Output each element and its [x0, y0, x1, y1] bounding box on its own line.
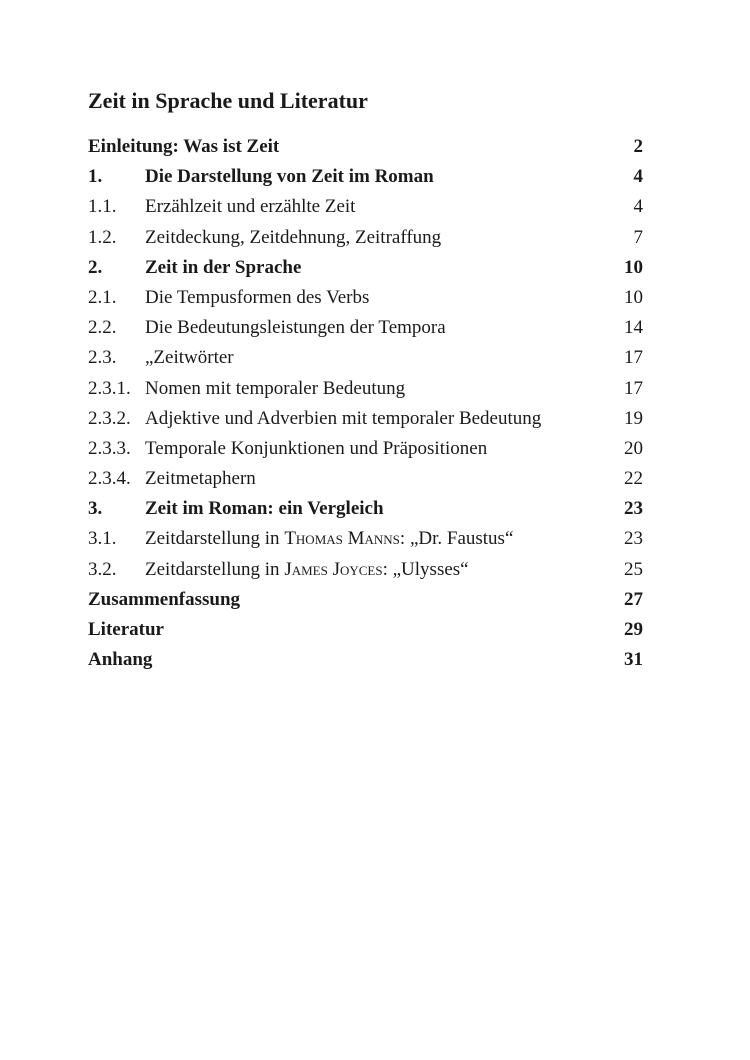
toc-entry-label: Literatur: [88, 619, 164, 640]
toc-entry-page: 7: [633, 226, 643, 248]
toc-entry-page: 17: [624, 377, 643, 399]
toc-entry-3-2: [88, 555, 643, 585]
toc-entry-2-3-4: [88, 464, 643, 494]
toc-entry-number: 1.1.: [88, 196, 117, 218]
toc-label-prefix: Zeitdarstellung in: [145, 558, 285, 580]
toc-entry-label: Einleitung: Was ist Zeit: [88, 136, 280, 157]
toc-entry-label: Zeitdeckung, Zeitdehnung, Zeitraffung: [145, 226, 442, 248]
toc-entry-number: 2.3.1.: [88, 377, 131, 399]
toc-entry-label: Zeitmetaphern: [145, 468, 256, 490]
toc-entry-label: [145, 555, 469, 585]
toc-entry-label: Erzählzeit und erzählte Zeit: [145, 196, 356, 218]
toc-entry-page: 19: [624, 407, 643, 429]
toc-entry-anhang: [88, 645, 643, 675]
toc-entry-number: 2.: [88, 256, 103, 278]
toc-entry-page: 27: [624, 588, 643, 610]
table-of-contents: [88, 132, 643, 675]
toc-entry-2-1: [88, 283, 643, 313]
toc-entry-3: [88, 494, 643, 524]
toc-entry-label: Nomen mit temporaler Bedeutung: [145, 377, 406, 399]
toc-entry-2-3-2: [88, 404, 643, 434]
toc-entry-number: 3.2.: [88, 558, 117, 580]
toc-entry-number: 1.2.: [88, 226, 117, 248]
toc-entry-label: Die Darstellung von Zeit im Roman: [145, 166, 434, 188]
toc-entry-number: 2.2.: [88, 317, 117, 339]
toc-entry-number: 3.: [88, 498, 103, 520]
toc-entry-page: 17: [624, 347, 643, 369]
toc-label-prefix: Zeitdarstellung in: [145, 528, 285, 550]
toc-entry-2-3-3: [88, 434, 643, 464]
toc-entry-label: Anhang: [88, 649, 153, 671]
toc-entry-page: 10: [624, 256, 643, 278]
author-name: James Joyces: [284, 558, 383, 580]
toc-label-suffix: : „Dr. Faustus“: [399, 528, 514, 550]
toc-entry-number: 2.1.: [88, 286, 117, 308]
toc-entry-label: Adjektive und Adverbien mit temporaler Bedeutung: [145, 407, 542, 429]
toc-entry-label: Die Bedeutungsleistungen der Tempora: [145, 317, 446, 339]
toc-entry-page: 20: [624, 437, 643, 459]
toc-label-suffix: : „Ulysses“: [382, 558, 469, 580]
toc-entry-number: 2.3.3.: [88, 437, 131, 459]
toc-entry-page: 29: [624, 619, 643, 640]
toc-entry-1-2: [88, 223, 643, 253]
toc-entry-label: Zeit in der Sprache: [145, 256, 302, 278]
toc-entry-2-3: [88, 343, 643, 373]
toc-entry-page: 31: [624, 649, 643, 671]
toc-entry-label: „Zeitwörter: [145, 347, 234, 369]
toc-entry-page: 23: [624, 528, 643, 550]
toc-entry-label: Zeit im Roman: ein Vergleich: [145, 498, 384, 520]
toc-entry-page: 2: [633, 136, 643, 157]
toc-entry-label: Temporale Konjunktionen und Präpositionen: [145, 437, 488, 459]
toc-entry-number: 3.1.: [88, 528, 117, 550]
toc-entry-label: Die Tempusformen des Verbs: [145, 286, 370, 308]
toc-entry-page: 25: [624, 558, 643, 580]
toc-entry-page: 4: [633, 166, 643, 188]
toc-entry-page: 23: [624, 498, 643, 520]
toc-entry-page: 10: [624, 286, 643, 308]
toc-entry-number: 2.3.: [88, 347, 117, 369]
toc-entry-einleitung: [88, 132, 643, 162]
toc-entry-literatur: [88, 615, 643, 645]
toc-entry-2: [88, 253, 643, 283]
toc-entry-3-1: [88, 524, 643, 554]
toc-entry-label: Zusammenfassung: [88, 588, 241, 610]
toc-entry-number: 2.3.2.: [88, 407, 131, 429]
toc-entry-page: 22: [624, 468, 643, 490]
toc-entry-number: 1.: [88, 166, 103, 188]
toc-entry-number: 2.3.4.: [88, 468, 131, 490]
toc-entry-2-3-1: [88, 374, 643, 404]
page-title: Zeit in Sprache und Literatur: [88, 88, 368, 113]
toc-entry-label: [145, 524, 513, 554]
toc-entry-page: 4: [633, 196, 643, 218]
toc-entry-page: 14: [624, 317, 643, 339]
toc-entry-zusammenfassung: [88, 585, 643, 615]
author-name: Thomas Manns: [284, 528, 400, 550]
toc-entry-1: [88, 162, 643, 192]
toc-entry-1-1: [88, 192, 643, 222]
toc-entry-2-2: [88, 313, 643, 343]
